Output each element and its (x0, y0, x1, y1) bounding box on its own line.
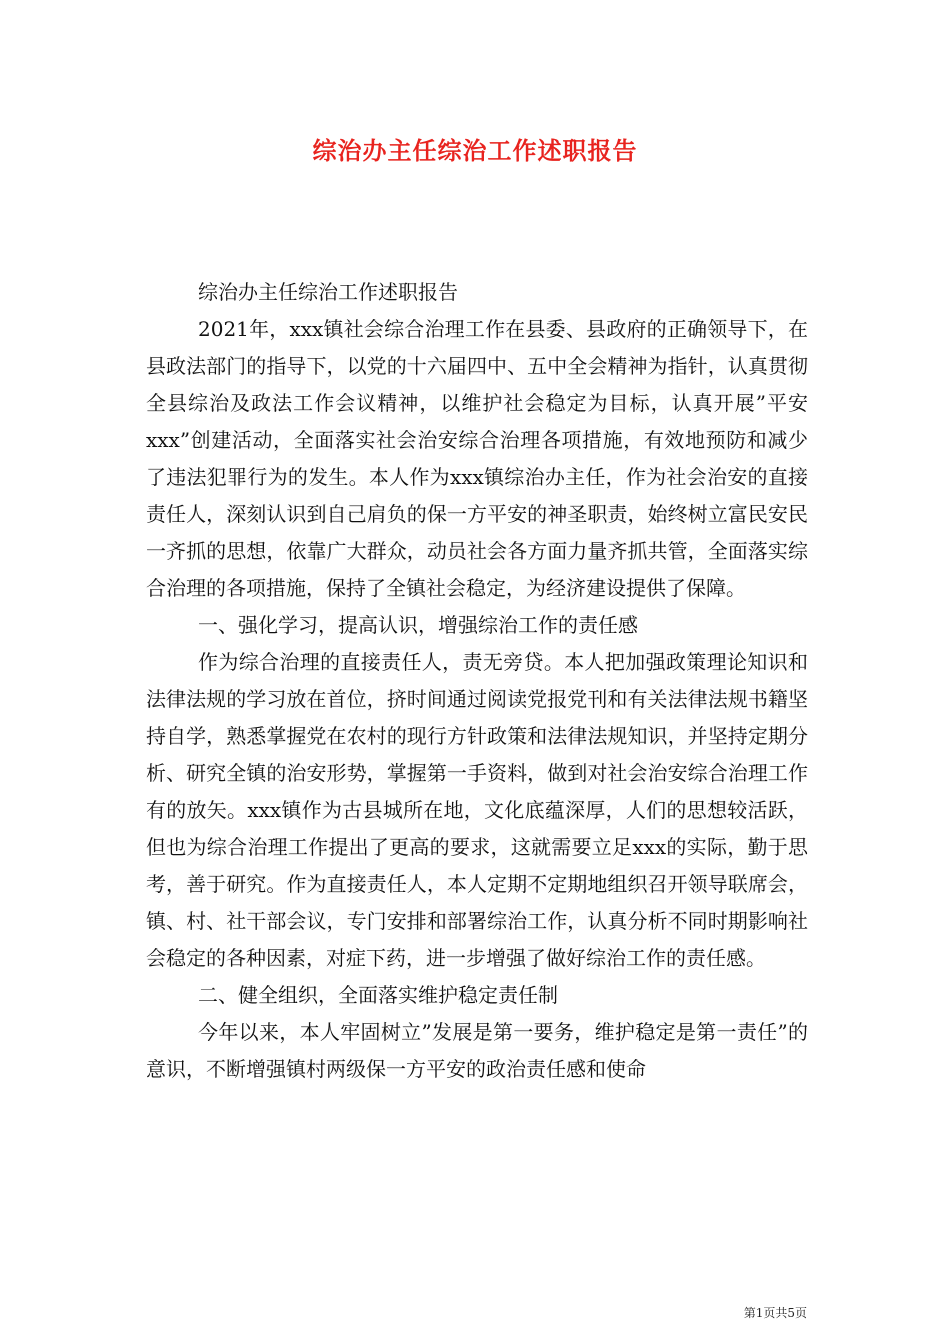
document-body (146, 274, 808, 1088)
body-paragraph-subtitle: 综治办主任综治工作述职报告 (198, 280, 458, 304)
section-heading-1: 一、强化学习，提高认识，增强综治工作的责任感 (198, 613, 638, 637)
body-paragraph-section-1: 作为综合治理的直接责任人，责无旁贷。本人把加强政策理论知识和法律法规的学习放在首位，挤时间通过阅读党报党刊和有关法律法规书籍坚持自学，熟悉掌握党在农村的现行方针政策和法律法规知识，并坚持定期分析、研究全镇的治安形势，掌握第一手资料，做到对社会治安综合治理工作有的放矢。xxx镇作为古县城所在地，文化底蕴深厚，人们的思想较活跃，但也为综合治理工作提出了更高的要求，这就需要立足xxx的实际，勤于思考，善于研究。作为直接责任人，本人定期不定期地组织召开领导联席会，镇、村、社干部会议，专门安排和部署综治工作，认真分析不同时期影响社会稳定的各种因素，对症下药，进一步增强了做好综治工作的责任感。 (146, 650, 808, 970)
page-number: 第1页共5页 (743, 1306, 807, 1320)
section-heading-2: 二、健全组织，全面落实维护稳定责任制 (198, 983, 558, 1007)
body-paragraph-intro: 2021年，xxx镇社会综合治理工作在县委、县政府的正确领导下，在县政法部门的指导下，以党的十六届四中、五中全会精神为指针，认真贯彻全县综治及政法工作会议精神，以维护社会稳定为目标，认真开展”平安xxx”创建活动，全面落实社会治安综合治理各项措施，有效地预防和减少了违法犯罪行为的发生。本人作为xxx镇综治办主任，作为社会治安的直接责任人，深刻认识到自己肩负的保一方平安的神圣职责，始终树立富民安民一齐抓的思想，依靠广大群众，动员社会各方面力量齐抓共管，全面落实综合治理的各项措施，保持了全镇社会稳定，为经济建设提供了保障。 (146, 317, 808, 600)
document-title: 综治办主任综治工作述职报告 (312, 136, 638, 165)
body-paragraph-section-2: 今年以来，本人牢固树立”发展是第一要务，维护稳定是第一责任”的意识，不断增强镇村两级保一方平安的政治责任感和使命 (146, 1020, 808, 1081)
